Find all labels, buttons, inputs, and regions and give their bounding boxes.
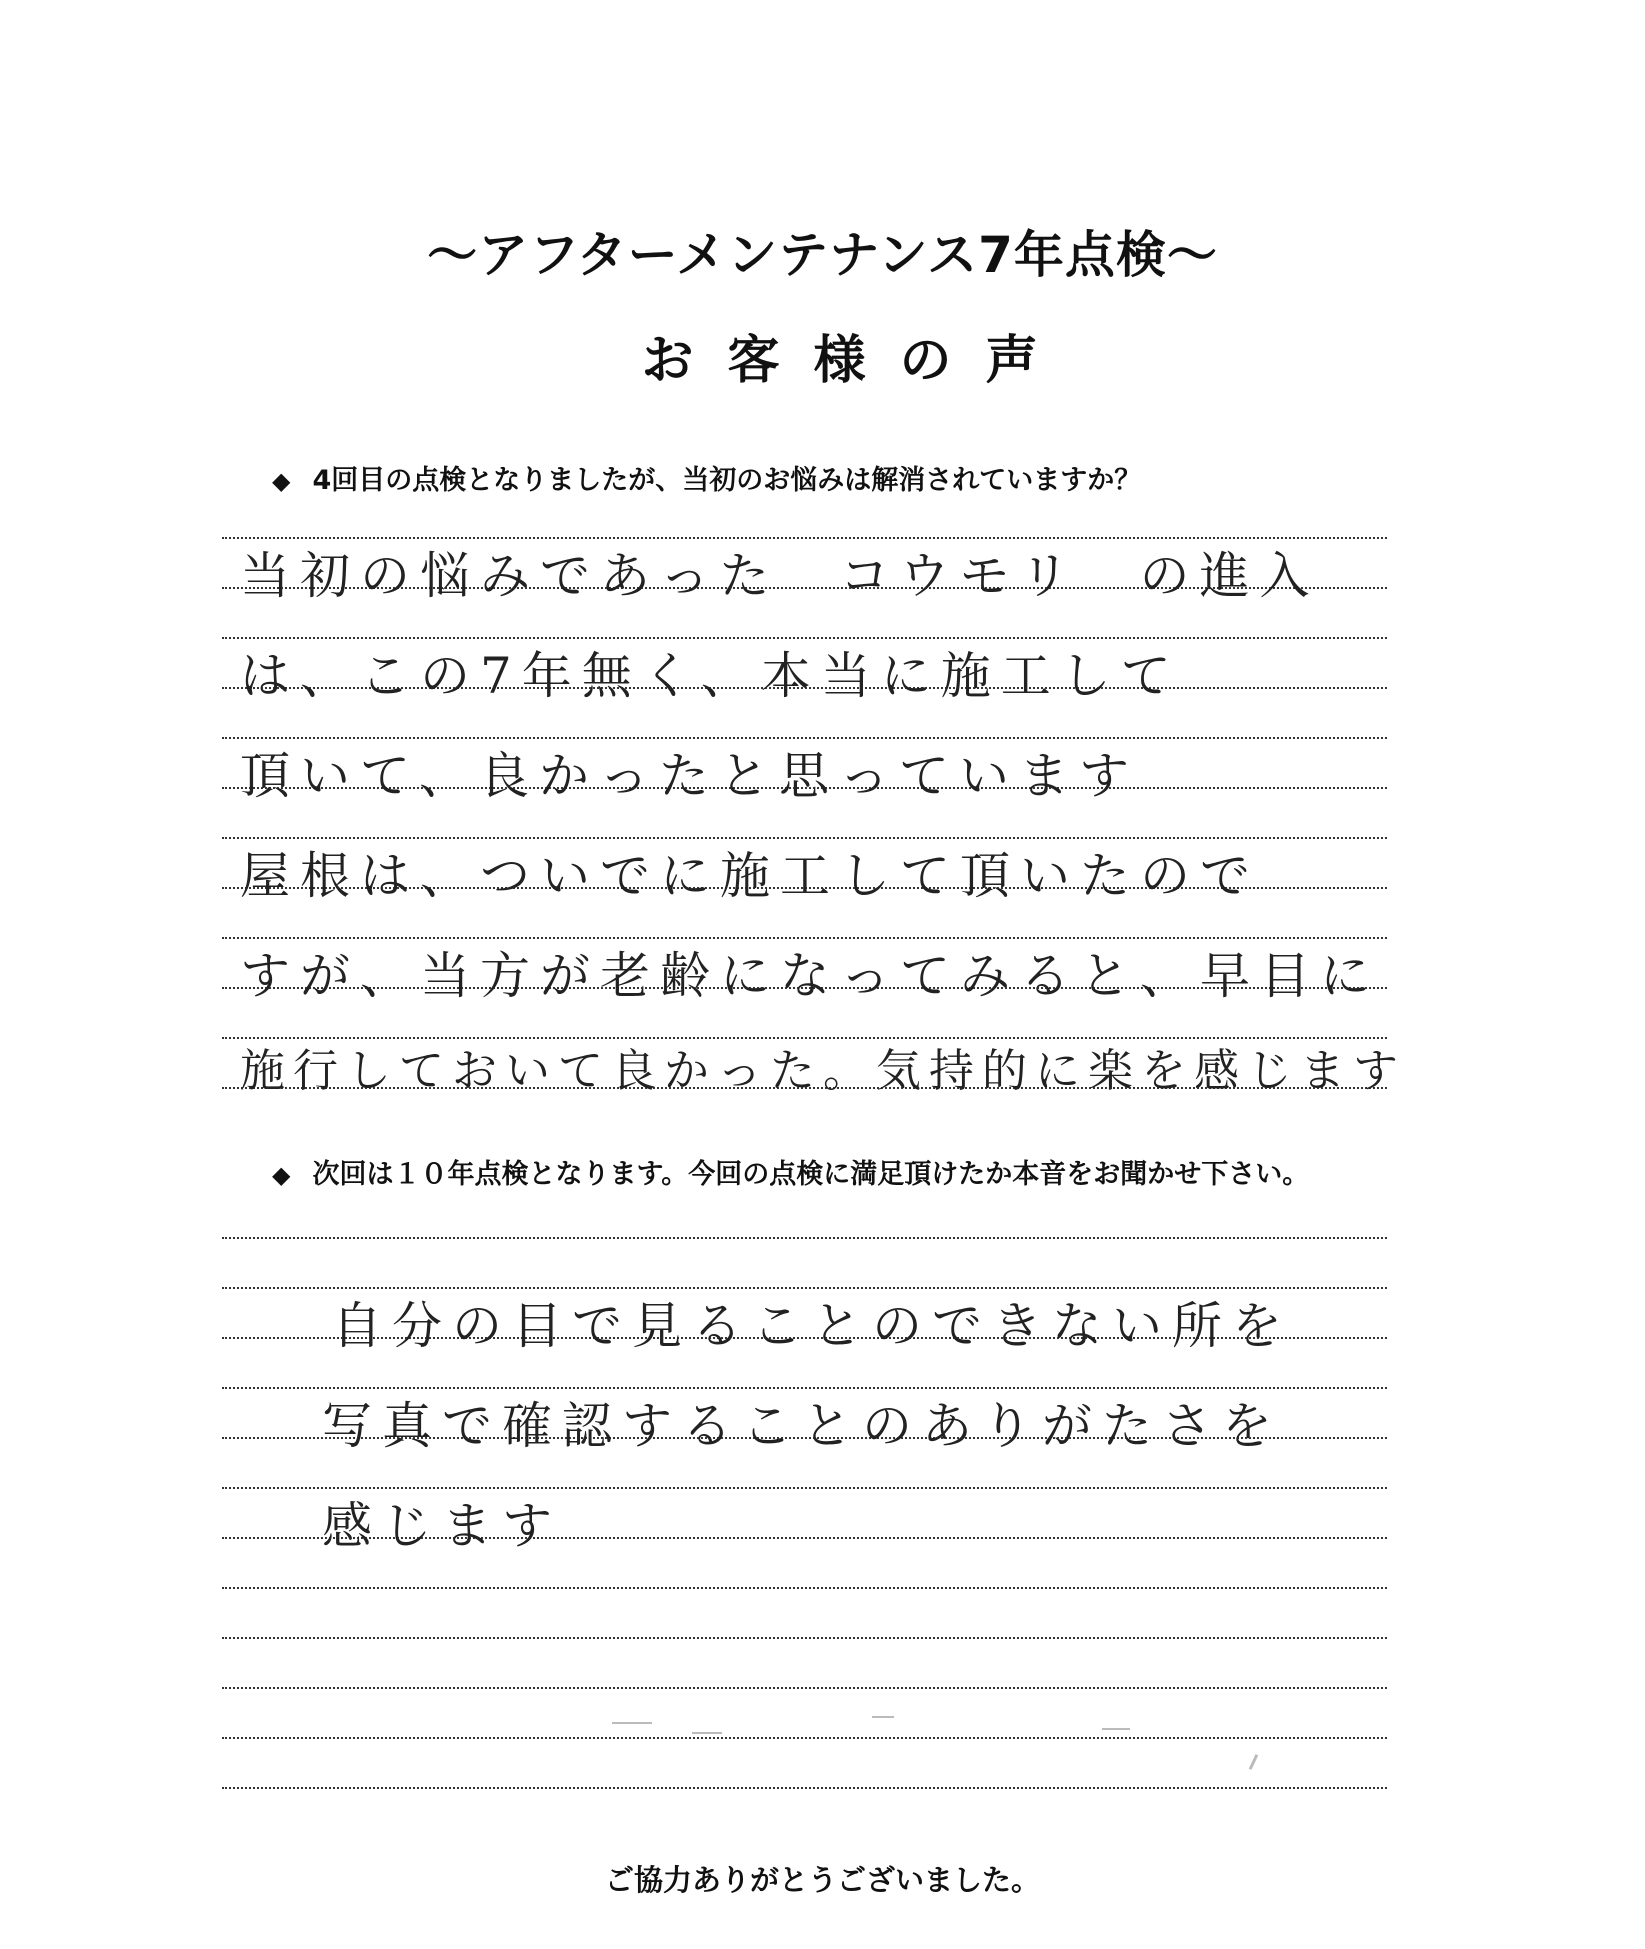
document-subtitle: お客様の声 bbox=[641, 331, 1072, 391]
ruled-line bbox=[222, 1787, 1387, 1789]
ruled-line bbox=[222, 1737, 1387, 1739]
erased-mark bbox=[612, 1722, 652, 1724]
handwritten-answer-1-line-4: 屋根は、ついでに施工して頂いたので bbox=[240, 847, 1260, 905]
erased-mark bbox=[1249, 1754, 1258, 1770]
ruled-line bbox=[222, 1587, 1387, 1589]
handwritten-answer-2-line-2: 写真で確認することのありがたさを bbox=[322, 1397, 1282, 1455]
handwritten-answer-1-line-6: 施行しておいて良かった。気持的に楽を感じます bbox=[240, 1044, 1407, 1097]
document-title: 〜アフターメンテナンス7年点検〜 bbox=[427, 226, 1218, 284]
handwritten-answer-2-line-1: 自分の目で見ることのできない所を bbox=[332, 1297, 1292, 1355]
question-1-text: 4回目の点検となりましたが、当初のお悩みは解消されていますか？ bbox=[312, 465, 1142, 496]
ruled-line bbox=[222, 1687, 1387, 1689]
answer-2-area bbox=[222, 0, 1387, 1949]
handwritten-answer-1-line-5: すが、当方が老齢になってみると、早目に bbox=[240, 947, 1380, 1005]
erased-mark bbox=[692, 1732, 722, 1734]
thank-you-message: ご協力ありがとうございました。 bbox=[604, 1863, 1040, 1897]
ruled-line bbox=[222, 1637, 1387, 1639]
ruled-line bbox=[222, 1237, 1387, 1239]
erased-mark bbox=[1102, 1728, 1130, 1730]
question-2-text: 次回は１０年点検となります。今回の点検に満足頂けたか本音をお聞かせ下さい。 bbox=[312, 1159, 1310, 1190]
handwritten-answer-2-line-3: 感じます bbox=[322, 1497, 562, 1555]
handwritten-answer-1-line-2: は、この7年無く、本当に施工して bbox=[240, 647, 1181, 705]
handwritten-answer-1-line-1: 当初の悩みであった コウモリ の進入 bbox=[240, 547, 1320, 605]
erased-mark bbox=[872, 1716, 894, 1718]
handwritten-answer-1-line-3: 頂いて、良かったと思っています bbox=[240, 747, 1139, 805]
diamond-bullet-icon: ◆ bbox=[272, 1161, 291, 1189]
diamond-bullet-icon: ◆ bbox=[272, 467, 291, 495]
